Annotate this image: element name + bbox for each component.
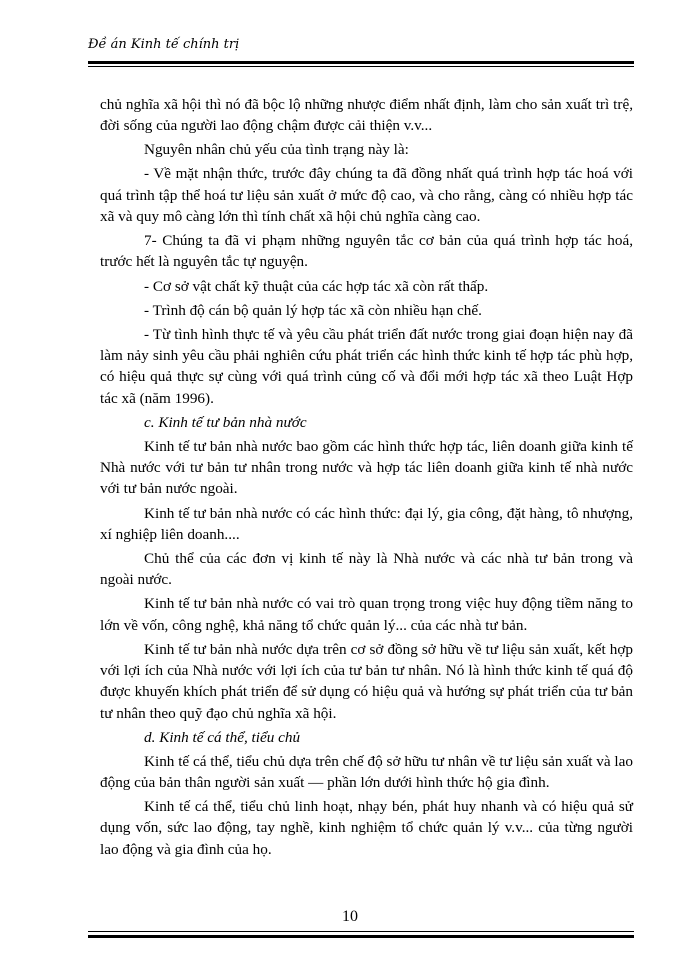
paragraph: 7- Chúng ta đã vi phạm những nguyên tắc cơ bản của quá trình hợp tác hoá, trước hết là nguyên tắc tự nguyện.	[100, 232, 633, 271]
paragraph: - Từ tình hình thực tế và yêu cầu phát triển đất nước trong giai đoạn hiện nay đã làm nảy sinh yêu cầu phải nghiên cứu phát triển các hình thức kinh tế hợp tác phù hợp, có hiệu quả thực sự cùng với quá trình củng cố và đổi mới hợp tác xã theo Luật Hợp tác xã (năm 1996).	[100, 325, 633, 407]
paragraph: - Cơ sở vật chất kỹ thuật của các hợp tác xã còn rất thấp.	[144, 277, 489, 295]
header-title: Đề án Kinh tế chính trị	[88, 37, 240, 52]
paragraph: Kinh tế cá thể, tiểu chủ linh hoạt, nhạy bén, phát huy nhanh và có hiệu quả sử dụng vốn, sức lao động, tay nghề, kinh nghiệm tổ chức quản lý v.v... của từng người lao động và gia đình của họ.	[100, 798, 633, 858]
paragraph: Kinh tế tư bản nhà nước có các hình thức: đại lý, gia công, đặt hàng, tô nhượng, xí nghiệp liên doanh....	[100, 504, 633, 543]
footer-rule-thin	[88, 931, 634, 932]
paragraph: Kinh tế tư bản nhà nước có vai trò quan trọng trong việc huy động tiềm năng to lớn về vốn, công nghệ, khả năng tổ chức quản lý... của các nhà tư bản.	[100, 595, 633, 634]
paragraph: Kinh tế tư bản nhà nước dựa trên cơ sở đồng sở hữu về tư liệu sản xuất, kết hợp với lợi ích của Nhà nước với lợi ích của tư bản tư nhân. Nó là hình thức kinh tế quá độ được khuyến khích phát triển để sử dụng có hiệu quả và hướng sự phát triển của tư bản tư nhân theo quỹ đạo chủ nghĩa xã hội.	[100, 640, 633, 722]
page-number: 10	[342, 908, 358, 925]
page-header	[88, 36, 634, 54]
paragraph: Nguyên nhân chủ yếu của tình trạng này là:	[144, 141, 409, 159]
document-body	[100, 94, 633, 863]
paragraph: Kinh tế tư bản nhà nước bao gồm các hình thức hợp tác, liên doanh giữa kinh tế Nhà nước với tư bản tư nhân trong nước và hợp tác liên doanh giữa kinh tế nhà nước với tư bản nước ngoài.	[100, 437, 633, 498]
header-rule-thin	[88, 66, 634, 67]
footer-rule-thick	[88, 935, 634, 938]
paragraph: Chủ thể của các đơn vị kinh tế này là Nhà nước và các nhà tư bản trong và ngoài nước.	[100, 549, 633, 589]
paragraph: - Về mặt nhận thức, trước đây chúng ta đã đồng nhất quá trình hợp tác hoá với quá trình tập thể hoá tư liệu sản xuất ở mức độ cao, và cho rằng, càng có nhiều hợp tác xã và quy mô càng lớn thì tính chất xã hội chủ nghĩa càng cao.	[100, 165, 633, 226]
section-heading: c. Kinh tế tư bản nhà nước	[144, 413, 307, 431]
header-rule-thick	[88, 61, 634, 64]
paragraph: chủ nghĩa xã hội thì nó đã bộc lộ những nhược điểm nhất định, làm cho sản xuất trì trệ, đời sống của người lao động chậm được cải thiện v.v...	[100, 96, 633, 135]
paragraph: - Trình độ cán bộ quản lý hợp tác xã còn nhiều hạn chế.	[144, 301, 482, 319]
section-heading: d. Kinh tế cá thể, tiểu chủ	[144, 728, 301, 746]
paragraph: Kinh tế cá thể, tiểu chủ dựa trên chế độ sở hữu tư nhân về tư liệu sản xuất và lao động của bản thân người sản xuất — phần lớn dưới hình thức hộ gia đình.	[100, 752, 633, 792]
